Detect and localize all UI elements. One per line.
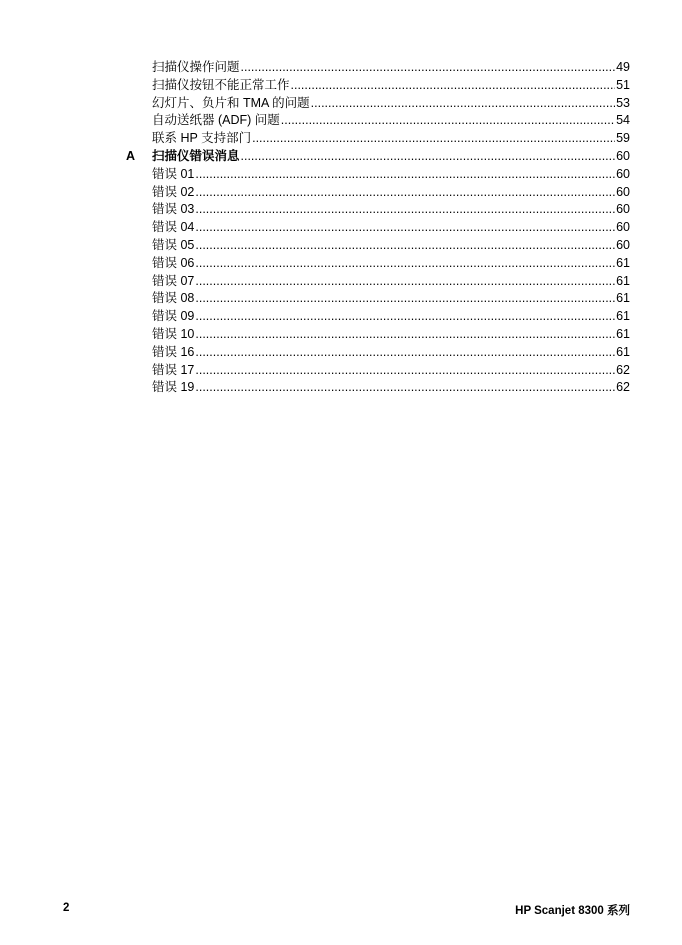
toc-dot-leader	[195, 201, 615, 219]
toc-entry[interactable]	[0, 290, 682, 308]
toc-entry-title: 错误 09	[152, 309, 195, 324]
toc-dot-leader	[195, 166, 615, 184]
toc-entry[interactable]	[0, 308, 682, 326]
toc-dot-leader	[195, 184, 615, 202]
toc-entry[interactable]	[0, 255, 682, 273]
toc-entry-page: 60	[616, 220, 630, 235]
toc-entry-title: 错误 17	[152, 362, 195, 377]
toc-entry-title: 错误 07	[152, 273, 195, 288]
toc-entry-page: 62	[616, 380, 630, 395]
toc-entry-page: 60	[616, 184, 630, 199]
toc-entry-page: 51	[616, 77, 630, 92]
toc-entry-title: 错误 03	[152, 202, 195, 217]
toc-entry[interactable]	[0, 344, 682, 362]
toc-entry-page: 59	[616, 131, 630, 146]
toc-entry[interactable]	[0, 95, 682, 113]
toc-entry-line	[152, 362, 630, 380]
toc-entry-title: 错误 06	[152, 255, 195, 270]
toc-dot-leader	[241, 148, 616, 166]
toc-entry-line	[152, 273, 630, 291]
toc-entry-title: 错误 16	[152, 344, 195, 359]
toc-dot-leader	[195, 344, 615, 362]
toc-entry-page: 53	[616, 95, 630, 110]
toc-entry-line	[152, 344, 630, 362]
toc-entry-title: 错误 02	[152, 184, 195, 199]
toc-entry[interactable]	[0, 166, 682, 184]
toc-entry-line	[152, 201, 630, 219]
toc-dot-leader	[195, 255, 615, 273]
toc-entry[interactable]	[0, 326, 682, 344]
toc-entry-line	[152, 379, 630, 397]
toc-dot-leader	[195, 290, 615, 308]
toc-entry-line	[152, 77, 630, 95]
product-name: HP Scanjet 8300 系列	[515, 905, 630, 917]
toc-entry-title: 联系 HP 支持部门	[152, 131, 252, 146]
toc-entry-prefix: A	[126, 148, 136, 163]
toc-entry-title: 错误 10	[152, 326, 195, 341]
toc-dot-leader	[195, 237, 615, 255]
toc-entry-title: 扫描仪错误消息	[152, 148, 240, 163]
toc-entry-line	[152, 95, 630, 113]
toc-entry-line	[152, 184, 630, 202]
toc-entry-line	[152, 219, 630, 237]
toc-dot-leader	[195, 379, 615, 397]
toc-dot-leader	[195, 326, 615, 344]
table-of-contents	[0, 59, 682, 397]
toc-entry-page: 61	[616, 309, 630, 324]
toc-dot-leader	[195, 219, 615, 237]
toc-entry-page: 60	[616, 202, 630, 217]
toc-entry-line	[152, 59, 630, 77]
toc-entry-line	[152, 130, 630, 148]
toc-entry-page: 61	[616, 291, 630, 306]
toc-entry-title: 扫描仪操作问题	[152, 60, 240, 74]
toc-dot-leader	[195, 273, 615, 291]
toc-entry-page: 60	[616, 166, 630, 181]
toc-entry-line	[152, 290, 630, 308]
toc-entry-page: 61	[616, 326, 630, 341]
toc-entry[interactable]	[0, 273, 682, 291]
toc-entry-line	[152, 166, 630, 184]
toc-entry[interactable]	[0, 219, 682, 237]
toc-entry-title: 错误 05	[152, 237, 195, 252]
toc-entry-title: 错误 08	[152, 291, 195, 306]
toc-entry[interactable]	[0, 148, 682, 166]
toc-entry[interactable]	[0, 237, 682, 255]
toc-entry-line	[152, 326, 630, 344]
toc-entry-page: 61	[616, 255, 630, 270]
toc-entry-page: 62	[616, 362, 630, 377]
page-number: 2	[63, 902, 70, 914]
toc-entry[interactable]	[0, 59, 682, 77]
toc-dot-leader	[195, 362, 615, 380]
toc-dot-leader	[291, 77, 616, 95]
toc-entry-title: 扫描仪按钮不能正常工作	[152, 77, 290, 92]
toc-entry-title: 错误 01	[152, 166, 195, 181]
toc-entry-page: 61	[616, 273, 630, 288]
toc-dot-leader	[195, 308, 615, 326]
toc-entry-title: 幻灯片、负片和 TMA 的问题	[152, 95, 310, 110]
toc-entry-line	[152, 255, 630, 273]
toc-entry-line	[152, 148, 630, 166]
toc-entry[interactable]	[0, 77, 682, 95]
toc-entry-page: 60	[616, 237, 630, 252]
toc-entry-title: 错误 19	[152, 380, 195, 395]
toc-entry-page: 54	[616, 113, 630, 128]
toc-entry[interactable]	[0, 184, 682, 202]
toc-dot-leader	[281, 112, 615, 130]
toc-entry-line	[152, 112, 630, 130]
toc-entry-page: 61	[616, 344, 630, 359]
toc-entry-title: 错误 04	[152, 220, 195, 235]
toc-dot-leader	[241, 59, 616, 77]
toc-dot-leader	[252, 130, 615, 148]
toc-entry-line	[152, 237, 630, 255]
toc-dot-leader	[311, 95, 615, 113]
toc-entry-page: 60	[616, 148, 630, 163]
toc-entry-line	[152, 308, 630, 326]
toc-entry-page: 49	[616, 60, 630, 74]
toc-entry[interactable]	[0, 362, 682, 380]
toc-entry[interactable]	[0, 379, 682, 397]
toc-entry[interactable]	[0, 112, 682, 130]
toc-entry-title: 自动送纸器 (ADF) 问题	[152, 113, 280, 128]
toc-entry[interactable]	[0, 201, 682, 219]
toc-entry[interactable]	[0, 130, 682, 148]
